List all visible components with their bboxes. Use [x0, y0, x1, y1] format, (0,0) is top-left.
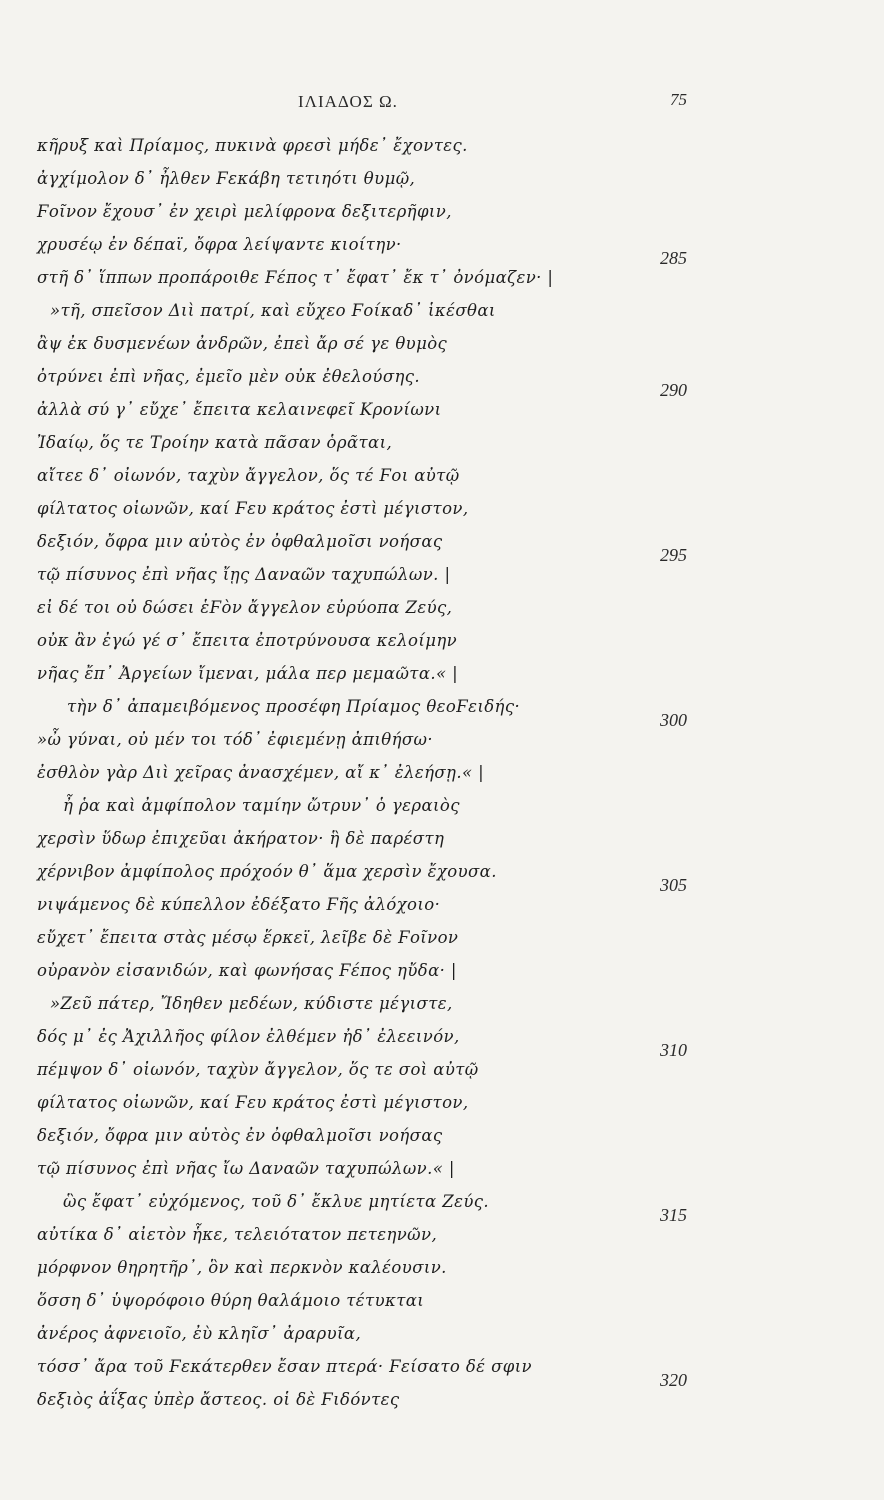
verse-line: αὐτίκα δ᾽ αἰετὸν ἧκε, τελειότατον πετεηνῶν, — [37, 1225, 438, 1244]
line-number: 305 — [660, 875, 687, 895]
verse-line: εἰ δέ τοι οὐ δώσει ἑϜὸν ἄγγελον εὐρύοπα Ζεύς, — [37, 598, 453, 617]
verse-line: ἀλλὰ σύ γ᾽ εὔχε᾽ ἔπειτα κελαινεφεῖ Κρονίωνι — [37, 400, 442, 419]
verse-line: νιψάμενος δὲ κύπελλον ἐδέξατο Ϝῆς ἀλόχοιο· — [37, 895, 441, 914]
line-number: 300 — [660, 710, 687, 730]
verse-line: μόρφνον θηρητῆρ᾽, ὃν καὶ περκνὸν καλέουσιν. — [37, 1258, 447, 1277]
verse-line: ὣς ἔφατ᾽ εὐχόμενος, τοῦ δ᾽ ἔκλυε μητίετα Ζεύς. — [63, 1192, 490, 1211]
verse-line: κῆρυξ καὶ Πρίαμος, πυκινὰ φρεσὶ μήδε᾽ ἔχοντες. — [37, 136, 468, 155]
line-number: 295 — [660, 545, 687, 565]
line-number: 310 — [660, 1040, 687, 1060]
verse-line: »τῆ, σπεῖσον Διὶ πατρί, καὶ εὔχεο Ϝοίκαδ᾽ ἱκέσθαι — [50, 301, 496, 320]
verse-line: ἐσθλὸν γὰρ Διὶ χεῖρας ἀνασχέμεν, αἴ κ᾽ ἐλεήσῃ.« | — [37, 763, 485, 782]
verse-line: χρυσέῳ ἐν δέπαϊ, ὄφρα λείψαντε κιοίτην· — [37, 235, 402, 254]
verse-line: τόσσ᾽ ἄρα τοῦ Ϝεκάτερθεν ἔσαν πτερά· Ϝείσατο δέ σφιν — [37, 1357, 532, 1376]
verse-line: ἦ ῥα καὶ ἀμφίπολον ταμίην ὤτρυν᾽ ὁ γεραιὸς — [63, 796, 460, 815]
verse-line: φίλτατος οἰωνῶν, καί Ϝευ κράτος ἐστὶ μέγιστον, — [37, 499, 469, 518]
verse-line: »Ζεῦ πάτερ, Ἴδηθεν μεδέων, κύδιστε μέγιστε, — [50, 994, 453, 1013]
verse-line: φίλτατος οἰωνῶν, καί Ϝευ κράτος ἐστὶ μέγιστον, — [37, 1093, 469, 1112]
verse-line: δεξιόν, ὄφρα μιν αὐτὸς ἐν ὀφθαλμοῖσι νοήσας — [37, 1126, 443, 1145]
line-number: 285 — [660, 248, 687, 268]
verse-line: »ὦ γύναι, οὐ μέν τοι τόδ᾽ ἐφιεμένῃ ἀπιθήσω· — [37, 730, 434, 749]
verse-line: τῷ πίσυνος ἐπὶ νῆας ἴω Δαναῶν ταχυπώλων.« | — [37, 1159, 455, 1178]
verse-line: τῷ πίσυνος ἐπὶ νῆας ἴῃς Δαναῶν ταχυπώλων. | — [37, 565, 451, 584]
verse-line: εὔχετ᾽ ἔπειτα στὰς μέσῳ ἕρκεϊ, λεῖβε δὲ Ϝοῖνον — [37, 928, 459, 947]
verse-line: ἂψ ἐκ δυσμενέων ἀνδρῶν, ἐπεὶ ἄρ σέ γε θυμὸς — [37, 334, 448, 353]
running-title: ΙΛΙΑΔΟΣ Ω. — [298, 92, 398, 111]
verse-line: Ἰδαίῳ, ὅς τε Τροίην κατὰ πᾶσαν ὁρᾶται, — [37, 433, 393, 452]
verse-line: χέρνιβον ἀμφίπολος πρόχοόν θ᾽ ἅμα χερσὶν ἔχουσα. — [37, 862, 497, 881]
verse-line: τὴν δ᾽ ἀπαμειβόμενος προσέφη Πρίαμος θεοϜειδής· — [67, 697, 521, 716]
verse-line: οὐρανὸν εἰσανιδών, καὶ φωνήσας Ϝέπος ηὔδα· | — [37, 961, 457, 980]
verse-line: ὅσση δ᾽ ὑψορόφοιο θύρη θαλάμοιο τέτυκται — [37, 1291, 425, 1310]
verse-line: ἀγχίμολον δ᾽ ἦλθεν Ϝεκάβη τετιηότι θυμῷ, — [37, 169, 416, 188]
verse-line: δός μ᾽ ἐς Ἀχιλλῆος φίλον ἐλθέμεν ἠδ᾽ ἐλεεινόν, — [37, 1027, 460, 1046]
verse-line: στῆ δ᾽ ἵππων προπάροιθε Ϝέπος τ᾽ ἔφατ᾽ ἔκ τ᾽ ὀνόμαζεν· | — [37, 268, 554, 287]
verse-line: δεξιὸς ἀΐξας ὑπὲρ ἄστεος. οἱ δὲ Ϝιδόντες — [37, 1390, 400, 1409]
verse-line: αἴτεε δ᾽ οἰωνόν, ταχὺν ἄγγελον, ὅς τέ Ϝοι αὐτῷ — [37, 466, 460, 485]
verse-line: πέμψον δ᾽ οἰωνόν, ταχὺν ἄγγελον, ὅς τε σοὶ αὐτῷ — [37, 1060, 479, 1079]
line-number: 290 — [660, 380, 687, 400]
line-number: 320 — [660, 1370, 687, 1390]
verse-line: χερσὶν ὕδωρ ἐπιχεῦαι ἀκήρατον· ἣ δὲ παρέστη — [37, 829, 445, 848]
verse-line: Ϝοῖνον ἔχουσ᾽ ἐν χειρὶ μελίφρονα δεξιτερῆφιν, — [37, 202, 452, 221]
verse-line: οὐκ ἂν ἐγώ γέ σ᾽ ἔπειτα ἐποτρύνουσα κελοίμην — [37, 631, 458, 650]
page-number: 75 — [670, 90, 687, 109]
verse-line: ἀνέρος ἀφνειοῖο, ἐὺ κληῖσ᾽ ἀραρυῖα, — [37, 1324, 362, 1343]
line-number: 315 — [660, 1205, 687, 1225]
verse-line: ὀτρύνει ἐπὶ νῆας, ἐμεῖο μὲν οὐκ ἐθελούσης. — [37, 367, 421, 386]
verse-line: δεξιόν, ὄφρα μιν αὐτὸς ἐν ὀφθαλμοῖσι νοήσας — [37, 532, 443, 551]
verse-line: νῆας ἔπ᾽ Ἀργείων ἴμεναι, μάλα περ μεμαῶτα.« | — [37, 664, 459, 683]
